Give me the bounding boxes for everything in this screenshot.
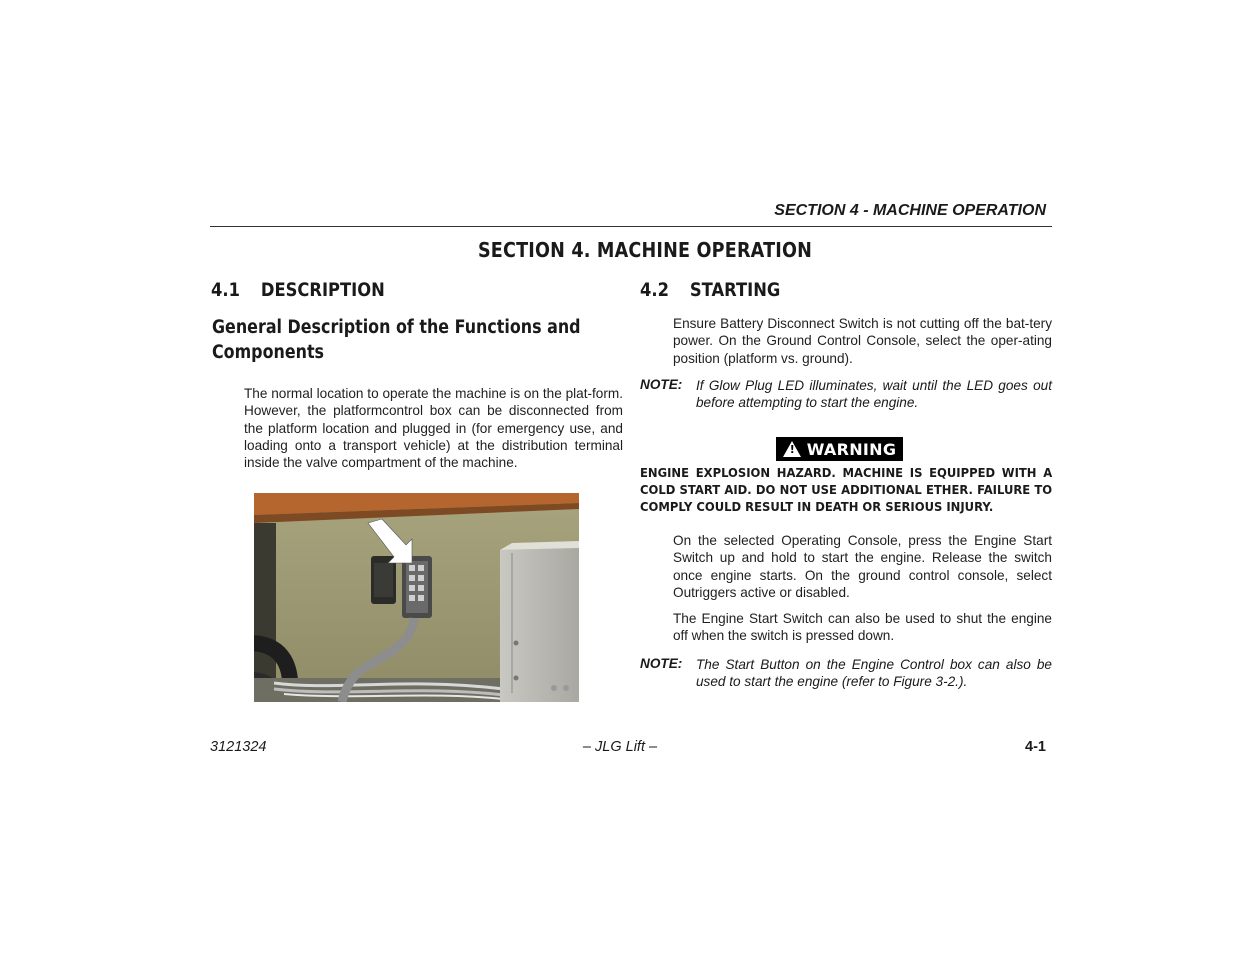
section-title: SECTION 4. MACHINE OPERATION: [477, 238, 813, 262]
footer-doc-number: 3121324: [210, 739, 267, 755]
running-head: SECTION 4 - MACHINE OPERATION: [774, 202, 1046, 219]
footer-center: – JLG Lift –: [582, 739, 658, 755]
heading-number: 4.1: [211, 279, 240, 301]
note-label-2: NOTE:: [640, 656, 683, 671]
heading-number: 4.2: [640, 279, 669, 301]
note-label-1: NOTE:: [640, 377, 683, 392]
warning-label: WARNING: [806, 439, 897, 459]
warning-triangle-icon: !: [783, 441, 801, 457]
heading-title: STARTING: [689, 279, 781, 301]
heading-4-1: [211, 279, 385, 301]
description-paragraph: The normal location to operate the machine is on the plat-form. However, the platformcontrol box can be disconnected from the platform location and plugged in (for emergency use, and loading onto a transport vehicle) at the distribution terminal inside the valve compartment of the machine.: [244, 386, 623, 471]
note-text-1: If Glow Plug LED illuminates, wait until the LED goes out before attempting to start the engine.: [696, 378, 1052, 411]
valve-compartment-photo: [254, 493, 579, 702]
starting-paragraph-2: On the selected Operating Console, press the Engine Start Switch up and hold to start the engine. Release the switch once engine starts. On the ground control console, select Outriggers active or disabled.: [673, 533, 1052, 600]
footer-page-number: 4-1: [1025, 739, 1046, 755]
warning-badge: [776, 437, 903, 461]
starting-paragraph-3: The Engine Start Switch can also be used to shut the engine off when the switch is pressed down.: [673, 611, 1052, 644]
header-rule: [210, 226, 1052, 227]
subheading: General Description of the Functions and Components: [212, 317, 581, 363]
heading-4-2: [640, 279, 780, 301]
note-text-2: The Start Button on the Engine Control box can also be used to start the engine (refer to Figure 3-2.).: [696, 657, 1052, 690]
photo-illustration: [254, 493, 579, 702]
starting-paragraph-1: Ensure Battery Disconnect Switch is not cutting off the bat-tery power. On the Ground Control Console, select the oper-ating position (platform vs. ground).: [673, 316, 1052, 366]
heading-title: DESCRIPTION: [260, 279, 385, 301]
warning-text: ENGINE EXPLOSION HAZARD. MACHINE IS EQUIPPED WITH A COLD START AID. DO NOT USE ADDITIONAL ETHER. FAILURE TO COMPLY COULD RESULT IN DEATH OR SERIOUS INJURY.: [640, 465, 1053, 514]
